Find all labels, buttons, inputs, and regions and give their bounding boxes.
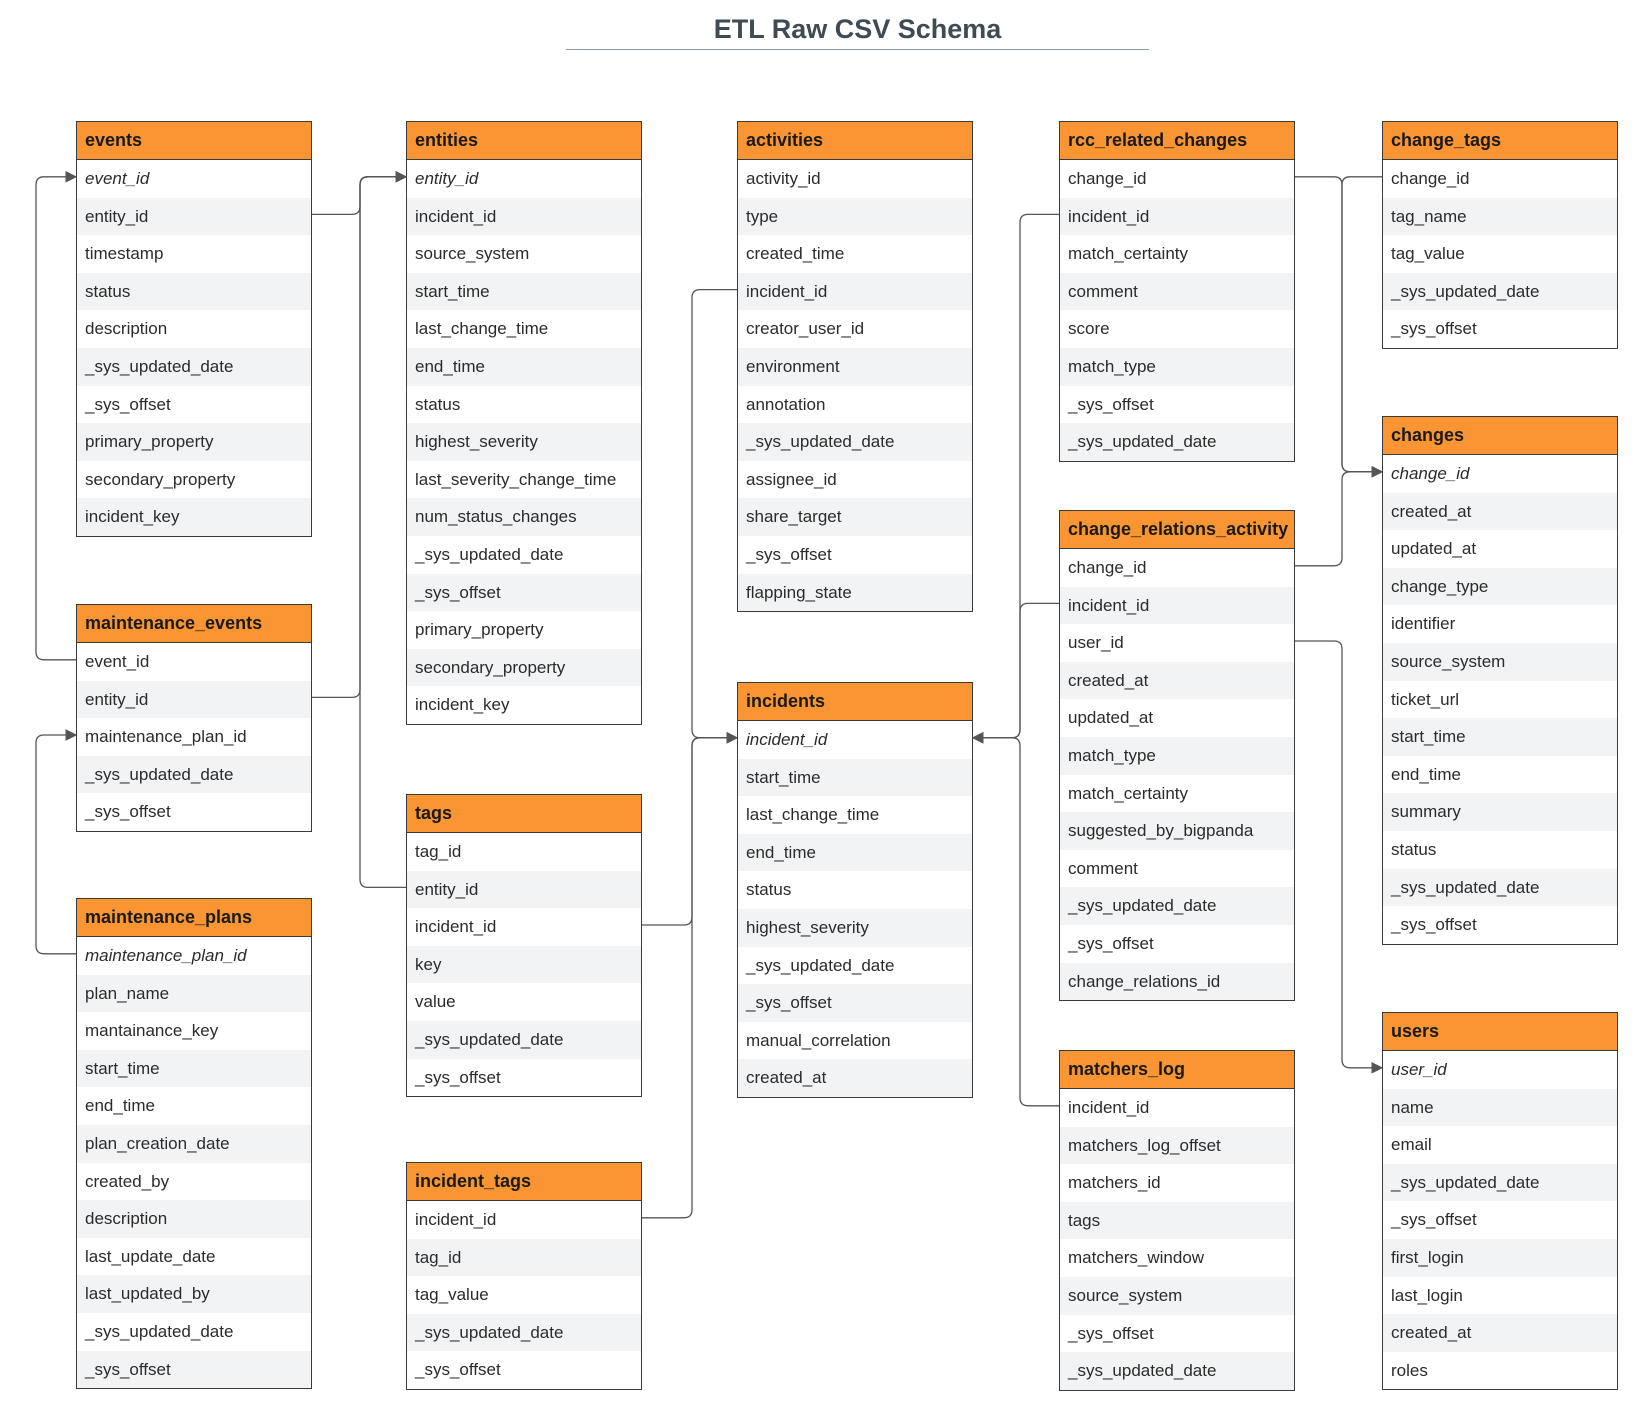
table-field: type [738, 198, 972, 236]
table-field: incident_key [415, 695, 510, 715]
table-field: _sys_offset [85, 394, 171, 414]
table-field: value [415, 992, 456, 1012]
table-entities [406, 121, 642, 725]
table-field: primary_property [415, 620, 544, 640]
table-field: ticket_url [1391, 689, 1460, 709]
table-rcc-related-changes [1059, 121, 1295, 462]
table-field: _sys_updated_date [85, 1321, 234, 1341]
table-field: match_type [1060, 348, 1294, 386]
table-field: _sys_offset [746, 544, 832, 564]
table-field: identifier [1391, 614, 1456, 634]
table-field: plan_creation_date [77, 1125, 311, 1163]
table-field: primary_property [77, 423, 311, 461]
table-field: annotation [746, 394, 826, 414]
table-field: entity_id [415, 169, 479, 188]
table-maintenance-events [76, 604, 312, 832]
table-field: change_relations_id [1060, 963, 1294, 1001]
table-field: _sys_offset [407, 574, 641, 612]
table-field: user_id [1068, 633, 1124, 653]
table-field: _sys_offset [1391, 1210, 1477, 1230]
table-field: source_system [1383, 643, 1617, 681]
table-field: creator_user_id [746, 319, 865, 339]
table-field: status [415, 394, 461, 414]
table-field: suggested_by_bigpanda [1060, 812, 1294, 850]
table-field: event_id [85, 169, 150, 188]
table-field: _sys_offset [1391, 319, 1477, 339]
table-field: start_time [1383, 718, 1617, 756]
table-field: _sys_offset [415, 1067, 501, 1087]
table-field: change_id [1391, 464, 1470, 483]
table-field: incident_id [415, 1210, 497, 1229]
table-field: updated_at [1391, 539, 1477, 559]
table-field: entity_id [77, 198, 311, 236]
table-field: _sys_offset [415, 1360, 501, 1380]
table-header: change_relations_activity [1060, 511, 1294, 549]
table-field: _sys_offset [1391, 915, 1477, 935]
table-field: _sys_offset [1068, 1323, 1154, 1343]
table-field: activity_id [746, 169, 821, 188]
table-field: incident_id [415, 917, 497, 937]
table-field: incident_id [1060, 198, 1294, 236]
diagram-title: ETL Raw CSV Schema [713, 14, 1002, 44]
table-field: source_system [1060, 1277, 1294, 1315]
table-field: _sys_updated_date [1383, 273, 1617, 311]
table-field: end_time [85, 1096, 155, 1116]
table-field: comment [1068, 858, 1138, 878]
table-field: _sys_updated_date [77, 348, 311, 386]
table-header: maintenance_events [77, 605, 311, 643]
table-field: first_login [1383, 1239, 1617, 1277]
table-field: _sys_updated_date [1383, 869, 1617, 907]
table-header: events [77, 122, 311, 160]
table-field: incident_key [77, 498, 311, 536]
table-changes [1382, 416, 1618, 945]
table-header: entities [407, 122, 641, 160]
relationship-connector [312, 177, 406, 698]
table-field: end_time [1391, 764, 1461, 784]
relationship-connector [1295, 472, 1382, 566]
table-field: change_type [1383, 568, 1617, 606]
table-field: created_by [85, 1171, 170, 1191]
table-field: start_time [407, 273, 641, 311]
table-field: status [746, 880, 792, 900]
relationship-connector [642, 738, 737, 925]
table-field: user_id [1391, 1060, 1447, 1079]
table-header: maintenance_plans [77, 899, 311, 937]
table-field: incident_id [1060, 587, 1294, 625]
table-field: change_id [1068, 169, 1147, 188]
table-field: change_id [1068, 558, 1147, 577]
table-field: incident_id [407, 198, 641, 236]
table-field: _sys_offset [738, 984, 972, 1022]
relationship-connector [36, 735, 76, 954]
relationship-connector [692, 290, 737, 738]
table-change-tags [1382, 121, 1618, 349]
table-maintenance-plans [76, 898, 312, 1389]
table-field: tag_value [415, 1285, 489, 1305]
table-field: highest_severity [407, 423, 641, 461]
table-field: last_severity_change_time [415, 469, 617, 489]
table-field: timestamp [85, 244, 164, 264]
table-field: environment [738, 348, 972, 386]
table-field: _sys_updated_date [746, 955, 895, 975]
table-field: tag_id [415, 842, 462, 861]
table-field: _sys_updated_date [407, 1021, 641, 1059]
table-field: created_time [746, 244, 845, 264]
table-events [76, 121, 312, 537]
table-field: status [1391, 839, 1437, 859]
table-field: secondary_property [85, 469, 236, 489]
table-header: rcc_related_changes [1060, 122, 1294, 160]
table-field: last_login [1391, 1285, 1463, 1305]
table-field: summary [1383, 793, 1617, 831]
table-field: status [77, 273, 311, 311]
relationship-connector [1342, 177, 1382, 472]
table-field: created_at [1383, 493, 1617, 531]
table-matchers-log [1059, 1050, 1295, 1391]
table-field: description [85, 319, 168, 339]
table-field: email [1391, 1135, 1432, 1155]
table-field: tags [1060, 1202, 1294, 1240]
table-field: change_id [1391, 169, 1470, 188]
table-field: roles [1391, 1360, 1428, 1380]
table-header: change_tags [1383, 122, 1617, 160]
table-field: secondary_property [407, 649, 641, 687]
relationship-connector [36, 177, 76, 660]
table-field: score [1068, 319, 1110, 339]
table-field: tag_name [1383, 198, 1617, 236]
table-field: _sys_updated_date [738, 423, 972, 461]
table-field: matchers_window [1068, 1248, 1205, 1268]
table-incident-tags [406, 1162, 642, 1390]
table-header: tags [407, 795, 641, 833]
table-field: incident_id [1068, 1098, 1150, 1117]
table-field: tag_value [1391, 244, 1465, 264]
table-field: last_change_time [746, 805, 880, 825]
table-field: created_at [738, 1059, 972, 1097]
table-field: match_type [1060, 737, 1294, 775]
table-field: _sys_updated_date [77, 756, 311, 794]
relationship-connector [973, 214, 1059, 737]
table-field: description [77, 1200, 311, 1238]
relationship-connector [312, 177, 406, 215]
table-field: entity_id [77, 681, 311, 719]
table-field: assignee_id [746, 469, 837, 489]
table-field: _sys_updated_date [415, 544, 564, 564]
table-header: activities [738, 122, 972, 160]
table-field: end_time [407, 348, 641, 386]
table-field: created_at [1383, 1314, 1617, 1352]
table-field: key [407, 946, 641, 984]
table-field: _sys_offset [77, 1351, 311, 1389]
table-field: last_updated_by [77, 1275, 311, 1313]
table-field: comment [1060, 273, 1294, 311]
table-field: maintenance_plan_id [85, 727, 247, 747]
table-field: created_at [1060, 662, 1294, 700]
table-field: match_certainty [1068, 244, 1188, 264]
table-field: start_time [738, 759, 972, 797]
table-header: changes [1383, 417, 1617, 455]
relationship-connector [360, 177, 406, 888]
table-field: matchers_id [1068, 1173, 1161, 1193]
table-field: updated_at [1068, 708, 1154, 728]
table-field: maintenance_plan_id [85, 946, 247, 965]
table-field: _sys_updated_date [407, 1314, 641, 1352]
table-field: mantainance_key [85, 1021, 219, 1041]
table-field: match_certainty [1068, 783, 1188, 803]
relationship-connector [973, 738, 1059, 1106]
table-field: _sys_offset [1068, 394, 1154, 414]
table-field: _sys_updated_date [1383, 1164, 1617, 1202]
table-incidents [737, 682, 973, 1098]
table-field: matchers_log_offset [1060, 1127, 1294, 1165]
table-field: last_update_date [85, 1246, 216, 1266]
table-activities [737, 121, 973, 612]
table-field: _sys_updated_date [1060, 1352, 1294, 1390]
table-header: incidents [738, 683, 972, 721]
table-field: source_system [415, 244, 530, 264]
table-field: share_target [738, 498, 972, 536]
table-field: entity_id [407, 871, 641, 909]
table-field: _sys_updated_date [1060, 423, 1294, 461]
table-field: incident_id [746, 730, 828, 749]
table-field: last_change_time [415, 319, 549, 339]
table-field: _sys_offset [1068, 933, 1154, 953]
table-field: num_status_changes [407, 498, 641, 536]
relationship-connector [1295, 641, 1382, 1068]
relationship-connector [642, 738, 737, 1218]
table-field: event_id [85, 652, 150, 671]
relationship-connector [1295, 177, 1382, 472]
table-field: _sys_offset [85, 802, 171, 822]
table-field: name [1383, 1089, 1617, 1127]
table-header: matchers_log [1060, 1051, 1294, 1089]
relationship-connector [973, 603, 1059, 737]
table-field: plan_name [77, 975, 311, 1013]
table-header: incident_tags [407, 1163, 641, 1201]
table-change-relations-activity [1059, 510, 1295, 1001]
table-users [1382, 1012, 1618, 1390]
table-field: flapping_state [738, 574, 972, 612]
table-field: manual_correlation [746, 1030, 891, 1050]
table-field: highest_severity [738, 909, 972, 947]
table-field: start_time [77, 1050, 311, 1088]
table-field: incident_id [738, 273, 972, 311]
table-field: end_time [738, 834, 972, 872]
table-field: _sys_updated_date [1060, 887, 1294, 925]
table-field: tag_id [407, 1239, 641, 1277]
table-header: users [1383, 1013, 1617, 1051]
table-tags [406, 794, 642, 1097]
